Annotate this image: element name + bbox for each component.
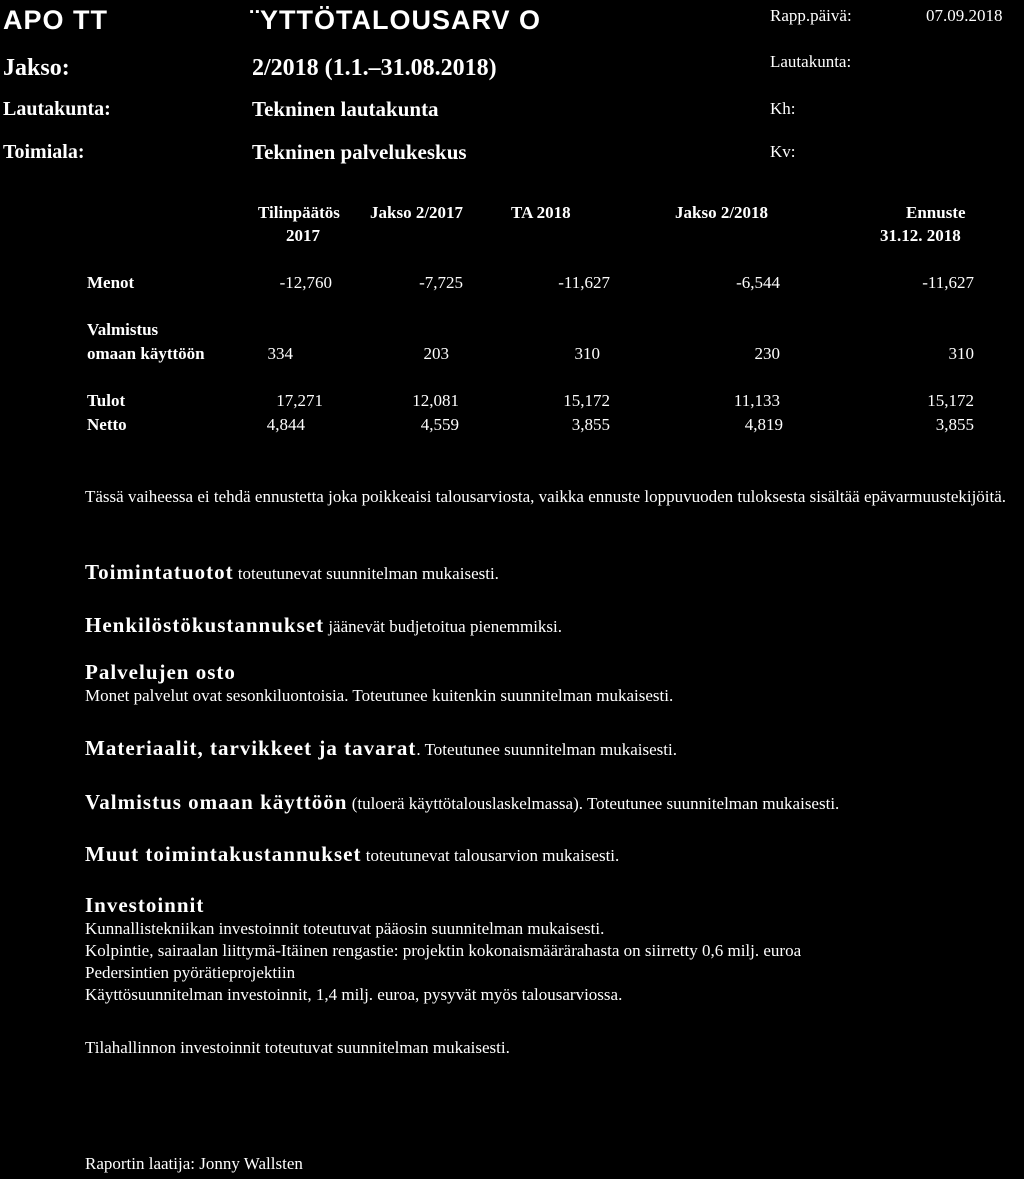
muut-heading: Muut toimintakustannukset [85,842,362,866]
valmistus-section [85,790,839,815]
investoinnit-line: Kolpintie, sairaalan liittymä-Itäinen rengastie: projektin kokonaismäärärahasta on siirretty 0,6 milj. euroa [85,941,802,960]
lautakunta-label-right: Lautakunta: [770,52,852,71]
investoinnit-line: Kunnallistekniikan investoinnit toteutuvat pääosin suunnitelman mukaisesti. [85,919,605,938]
col-header-ennuste-date: 31.12. 2018 [880,226,961,245]
toimiala-value: Tekninen palvelukeskus [252,140,467,164]
lautakunta-value: Tekninen lautakunta [252,97,439,121]
col-header-ennuste: Ennuste [906,203,966,222]
table-cell: 17,271 [276,391,323,410]
valmistus-heading: Valmistus omaan käyttöön [85,790,348,814]
investoinnit-line: Pedersintien pyörätieprojektiin [85,963,296,982]
row-label-valmistus: Valmistus [87,320,159,339]
muut-text: toteutunevat talousarvion mukaisesti. [361,846,620,865]
toimiala-label: Toimiala: [3,141,85,163]
table-cell: 12,081 [412,391,459,410]
table-cell: 310 [948,344,974,363]
table-cell: 3,855 [571,415,610,434]
row-label-valmistus-2: omaan käyttöön [87,344,205,363]
muut-section [85,842,619,867]
table-cell: 15,172 [563,391,610,410]
table-cell: -12,760 [279,273,332,292]
col-header-tilinpaatos: Tilinpäätös [258,203,340,222]
table-cell: -6,544 [736,273,780,292]
jakso-value: 2/2018 (1.1.–31.08.2018) [252,55,497,81]
table-cell: -11,627 [558,273,610,292]
henkilosto-text: jäänevät budjetoitua pienemmiksi. [324,617,563,636]
toimintatuotot-heading: Toimintatuotot [85,560,234,584]
henkilosto-section [85,613,562,638]
investoinnit-line: Käyttösuunnitelman investoinnit, 1,4 milj. euroa, pysyvät myös talousarviossa. [85,985,623,1004]
table-cell: 4,559 [420,415,459,434]
table-cell: 15,172 [927,391,974,410]
tilahallinto-text: Tilahallinnon investoinnit toteutuvat suunnitelman mukaisesti. [85,1038,510,1057]
table-cell: 4,819 [744,415,783,434]
table-cell: 11,133 [733,391,780,410]
report-author: Raportin laatija: Jonny Wallsten [85,1154,303,1173]
toimintatuotot-section [85,560,499,585]
row-label-tulot: Tulot [87,391,126,410]
report-title-left: APO TT [3,5,108,35]
investoinnit-heading: Investoinnit [85,893,205,917]
table-cell: 230 [754,344,780,363]
table-cell: 203 [423,344,449,363]
intro-paragraph: Tässä vaiheessa ei tehdä ennustetta joka poikkeaisi talousarviosta, vaikka ennuste loppuvuoden tuloksesta sisältää epävarmuustekijöitä. [85,487,1007,506]
palvelujen-text: Monet palvelut ovat sesonkiluontoisia. Toteutunee kuitenkin suunnitelman mukaisesti. [85,686,674,705]
row-label-menot: Menot [87,273,135,292]
materiaalit-section [85,736,677,761]
materiaalit-text: . Toteutunee suunnitelman mukaisesti. [416,740,677,759]
col-header-jakso-2017: Jakso 2/2017 [370,203,464,222]
valmistus-text: (tuloerä käyttötalouslaskelmassa). Toteutunee suunnitelman mukaisesti. [347,794,840,813]
col-header-tilinpaatos-year: 2017 [286,226,320,245]
table-cell: -7,725 [419,273,463,292]
col-header-jakso-2018: Jakso 2/2018 [675,203,769,222]
table-cell: 4,844 [266,415,305,434]
kh-label: Kh: [770,99,796,118]
table-cell: 310 [574,344,600,363]
table-cell: 3,855 [935,415,974,434]
col-header-ta-2018: TA 2018 [511,203,571,222]
lautakunta-label: Lautakunta: [3,98,111,120]
jakso-label: Jakso: [3,55,70,81]
table-cell: 334 [267,344,293,363]
table-cell: -11,627 [922,273,974,292]
kv-label: Kv: [770,142,796,161]
materiaalit-heading: Materiaalit, tarvikkeet ja tavarat [85,736,417,760]
henkilosto-heading: Henkilöstökustannukset [85,613,325,637]
row-label-netto: Netto [87,415,127,434]
rapp-date-value: 07.09.2018 [926,6,1003,25]
palvelujen-heading: Palvelujen osto [85,660,236,684]
rapp-date-label: Rapp.päivä: [770,6,852,25]
toimintatuotot-text: toteutunevat suunnitelman mukaisesti. [233,564,499,583]
report-title-right: ¨YTTÖTALOUSARV O [250,5,541,35]
